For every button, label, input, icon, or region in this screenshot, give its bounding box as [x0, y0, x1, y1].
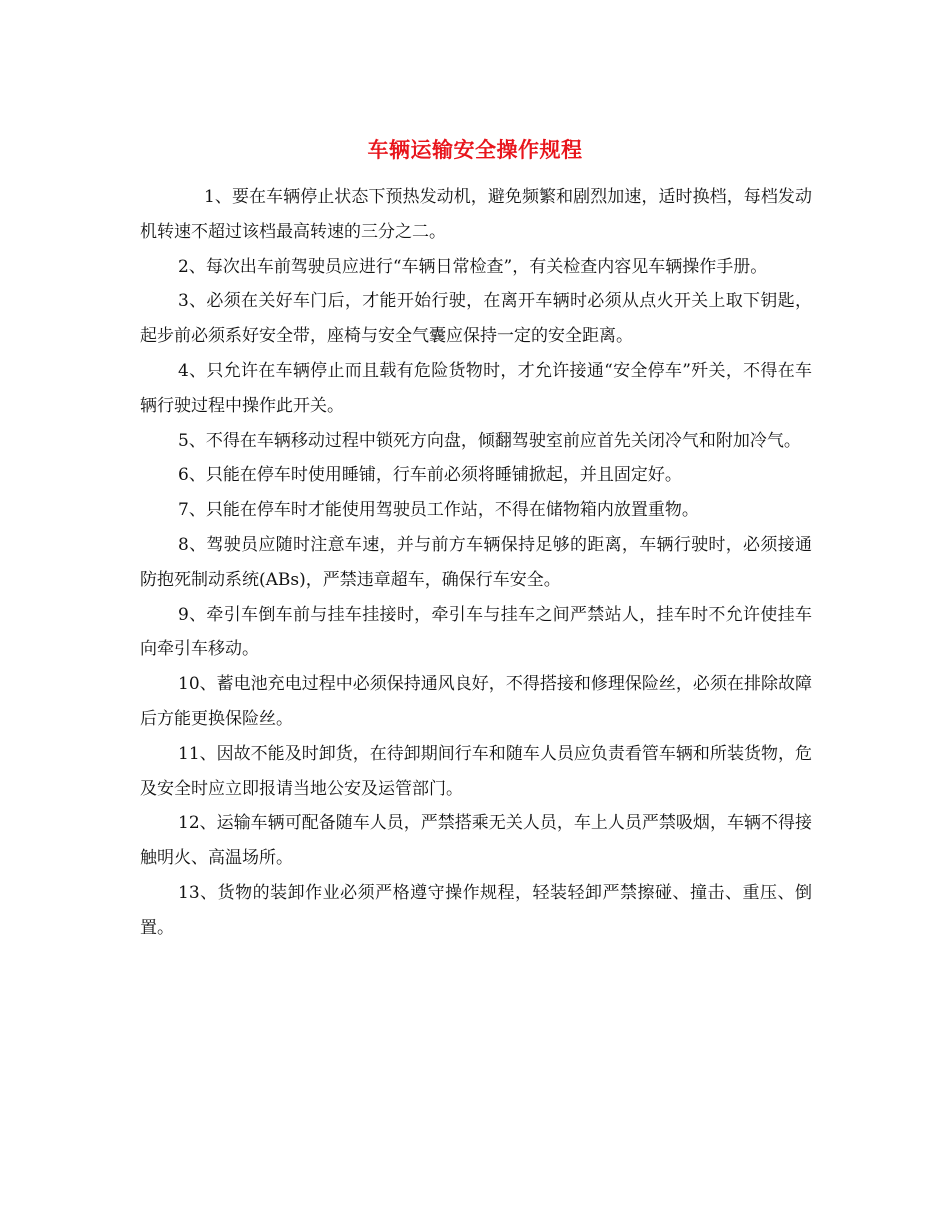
rule-paragraph-1: 1、要在车辆停止状态下预热发动机，避免频繁和剧烈加速，适时换档，每档发动机转速不超过该档最高转速的三分之二。	[140, 187, 812, 242]
rule-paragraph-11: 11、因故不能及时卸货，在待卸期间行车和随车人员应负责看管车辆和所装货物，危及安全时应立即报请当地公安及运管部门。	[140, 743, 812, 799]
document-title: 车辆运输安全操作规程	[367, 138, 583, 163]
rule-paragraph-4: 4、只允许在车辆停止而且载有危险货物时，才允许接通“安全停车”歼关，不得在车辆行驶过程中操作此开关。	[140, 360, 812, 416]
rule-paragraph-6: 6、只能在停车时使用睡铺，行车前必须将睡铺掀起，并且固定好。	[178, 465, 682, 486]
rule-paragraph-7: 7、只能在停车时才能使用驾驶员工作站，不得在储物箱内放置重物。	[178, 500, 699, 521]
rule-paragraph-2: 2、每次出车前驾驶员应进行“车辆日常检查”，有关检查内容见车辆操作手册。	[178, 256, 768, 277]
document-body	[140, 180, 812, 946]
rule-paragraph-12: 12、运输车辆可配备随车人员，严禁搭乘无关人员，车上人员严禁吸烟，车辆不得接触明火、高温场所。	[140, 813, 812, 869]
rule-paragraph-3: 3、必须在关好车门后，才能开始行驶，在离开车辆时必须从点火开关上取下钥匙，起步前必须系好安全带，座椅与安全气囊应保持一定的安全距离。	[140, 291, 812, 347]
rule-paragraph-13: 13、货物的装卸作业必须严格遵守操作规程，轻装轻卸严禁擦碰、撞击、重压、倒置。	[140, 882, 812, 938]
rule-paragraph-10: 10、蓄电池充电过程中必须保持通风良好，不得搭接和修理保险丝，必须在排除故障后方能更换保险丝。	[140, 674, 812, 729]
rule-paragraph-9: 9、牵引车倒车前与挂车挂接时，牵引车与挂车之间严禁站人，挂车时不允许使挂车向牵引车移动。	[140, 604, 812, 660]
rule-paragraph-8: 8、驾驶员应随时注意车速，并与前方车辆保持足够的距离，车辆行驶时，必须接通防抱死制动系统(ABs)，严禁违章超车，确保行车安全。	[140, 534, 812, 590]
rule-paragraph-5: 5、不得在车辆移动过程中锁死方向盘，倾翻驾驶室前应首先关闭冷气和附加冷气。	[178, 430, 801, 451]
